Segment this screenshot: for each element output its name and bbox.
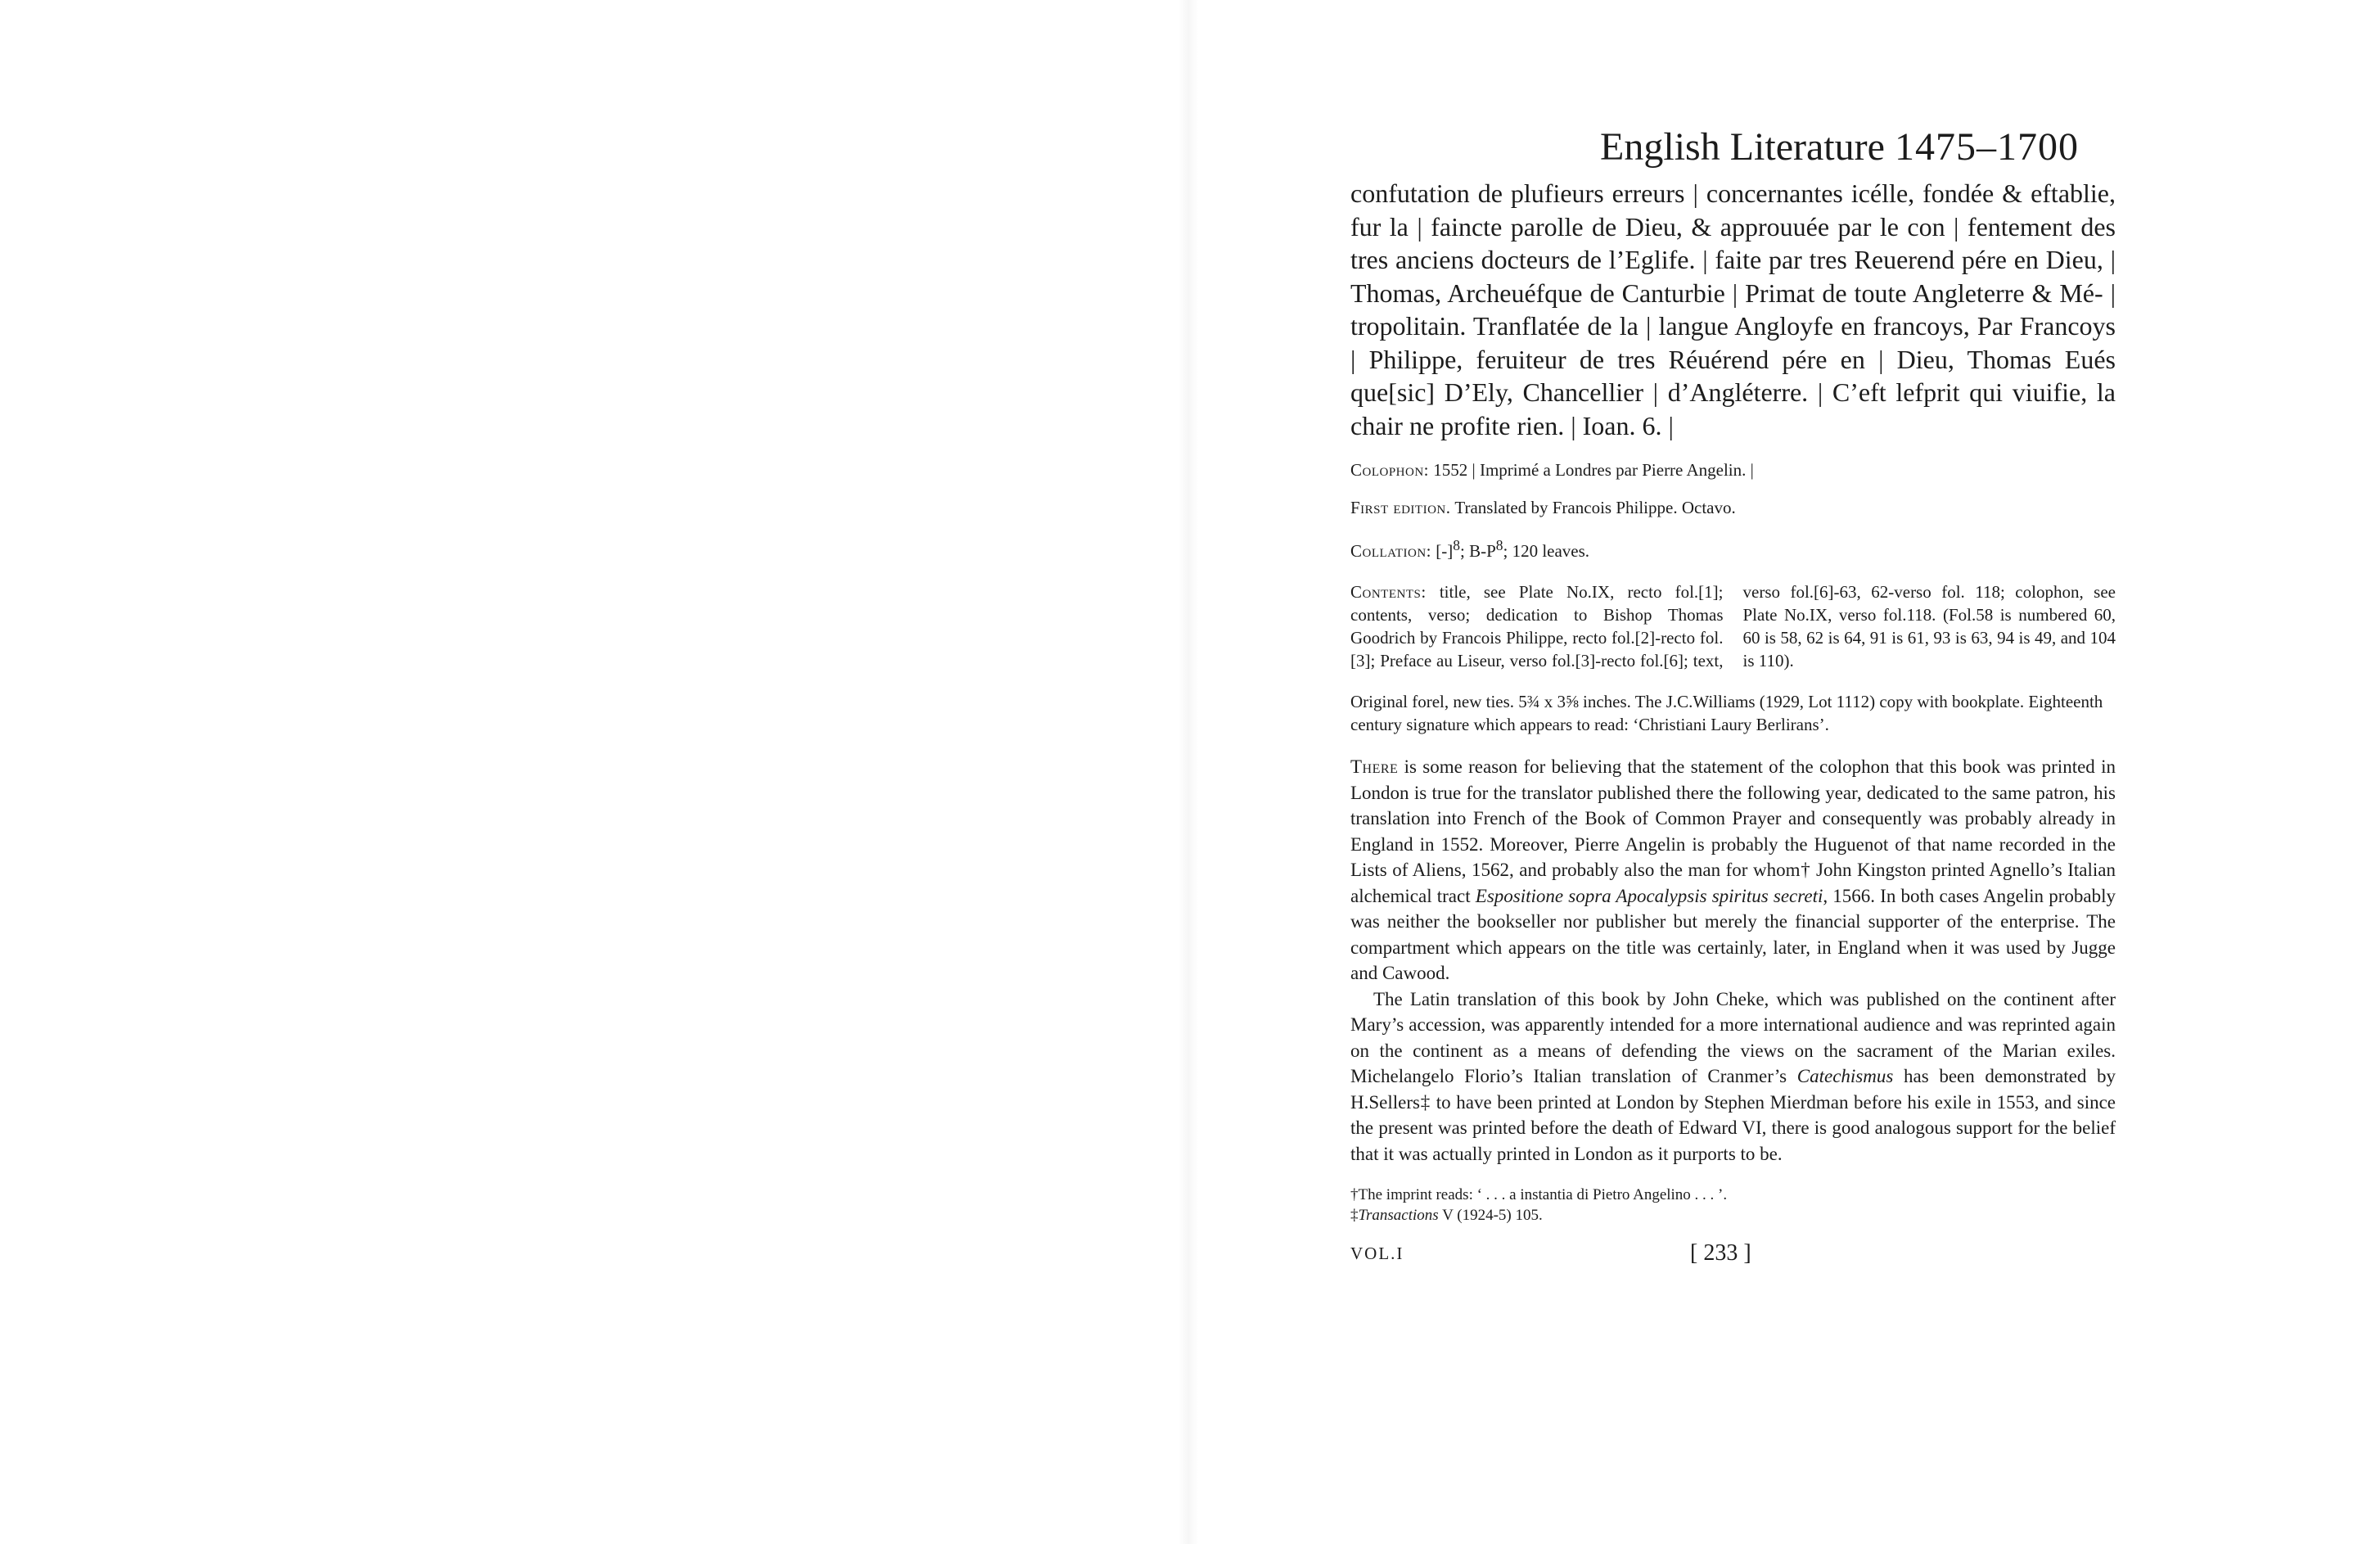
running-head-title: English Literature xyxy=(1600,125,1885,169)
title-transcription: confutation de plufieurs erreurs | concernantes icélle, fondée & eftablie, fur la | faincte parolle de Dieu, & approuuée par le con | fentement des tres anciens docteurs de l’Eglife. | faite par tres Reuerend pére en Dieu, | Thomas, Archeuéfque de Canturbie | Primat de toute Angleterre & Mé- | tropolitain. Tranflatée de la | langue Angloyfe en francoys, Par Francoys | Philippe, feruiteur de tres Réuérend pére en | Dieu, Thomas Eués que[sic] D’Ely, Chancellier | d’Angléterre. | C’eft lefprit qui viuifie, la chair ne profite rien. | Ioan. 6. | xyxy=(1350,178,2116,440)
commentary-paragraph-1 xyxy=(1350,754,2116,986)
footnote-rest: V (1924-5) 105. xyxy=(1438,1207,1543,1224)
book-gutter xyxy=(1179,0,1198,1544)
binding-note: Original forel, new ties. 5¾ x 3⅝ inches. The J.C.Williams (1929, Lot 1112) copy with bookplate. Eighteenth century signature which appears to read: ‘Christiani Laury Berlirans’. xyxy=(1350,692,2103,734)
colophon-line xyxy=(1350,458,2116,481)
collation-part-3: ; 120 leaves. xyxy=(1503,541,1590,561)
paragraph-1-text-b: , 1566. In both cases Angelin probably was neither the bookseller nor publisher but merely the financial supporter of the enterprise. The compartment which appears on the title was certainly, later, in England when it was used by Jugge and Cawood. xyxy=(1350,885,2116,983)
paragraph-lead-word: There xyxy=(1350,756,1399,777)
double-dagger-mark: ‡ xyxy=(1350,1207,1359,1224)
collation-part-2: ; B-P xyxy=(1459,541,1496,561)
contents-block xyxy=(1350,580,2116,672)
running-head-years: 1475–1700 xyxy=(1894,125,2079,169)
commentary-paragraph-2 xyxy=(1350,986,2116,1167)
footnote-italic-title: Transactions xyxy=(1358,1207,1439,1224)
contents-text: title, see Plate No.IX, recto fol.[1]; contents, verso; dedication to Bishop Thomas Goodrich by Francois Philippe, recto fol.[2]-recto fol.[3]; Preface au Liseur, verso fol.[3]-recto fol.[6]; text, verso fol.[6]-63, 62-verso fol. 118; colophon, see Plate No.IX, verso fol.118. (Fol.58 is numbered 60, 60 is 58, 62 is 64, 91 is 61, 93 is 63, 94 is 49, and 104 is 110). xyxy=(1350,582,2116,670)
contents-label: Contents: xyxy=(1350,582,1427,602)
footnote-double-dagger xyxy=(1350,1205,2116,1226)
commentary xyxy=(1350,754,2116,1167)
colophon-label: Colophon: xyxy=(1350,460,1430,480)
first-edition-label: First edition. xyxy=(1350,498,1451,517)
page-number: [ 233 ] xyxy=(1690,1240,1751,1266)
collation-part-1: [-] xyxy=(1431,541,1454,561)
footnote-dagger: †The imprint reads: ‘ . . . a instantia di Pietro Angelino . . . ’. xyxy=(1350,1186,1728,1203)
page-footer xyxy=(1350,1240,2116,1270)
collation-superscript-2: 8 xyxy=(1495,537,1503,553)
running-head xyxy=(1350,123,2116,172)
paragraph-1-text-a: is some reason for believing that the statement of the colophon that this book was printed in London is true for the translator published there the following year, dedicated to the same patron, his translation into French of the Book of Common Prayer and consequently was probably already in England in 1552. Moreover, Pierre Angelin is probably the Huguenot of that name recorded in the Lists of Aliens, 1562, and probably also the man for whom† John Kingston printed Agnello’s Italian alchemical tract xyxy=(1350,756,2116,906)
footnotes xyxy=(1350,1185,2116,1226)
colophon-text: 1552 | Imprimé a Londres par Pierre Angelin. | xyxy=(1429,460,1754,480)
collation-line xyxy=(1350,534,2116,562)
paragraph-2-text-b: has been demonstrated by H.Sellers‡ to have been printed at London by Stephen Mierdman before his exile in 1553, and since the present was printed before the death of Edward VI, there is good analogous support for the belief that it was actually printed in London as it purports to be. xyxy=(1350,1066,2116,1164)
paragraph-2-italic-title: Catechismus xyxy=(1796,1066,1894,1086)
volume-label: VOL.I xyxy=(1350,1244,1404,1263)
first-edition-line xyxy=(1350,496,2116,519)
right-page xyxy=(1350,123,2116,1270)
collation-label: Collation: xyxy=(1350,541,1431,561)
left-blank-page xyxy=(0,0,1187,1544)
paragraph-2-text-a: The Latin translation of this book by John Cheke, which was published on the continent after Mary’s accession, was apparently intended for a more international audience and was reprinted again on the continent as a means of defending the views on the sacrament of the Marian exiles. Michelangelo Florio’s Italian translation of Cranmer’s xyxy=(1350,988,2116,1086)
paragraph-1-italic-title: Espositione sopra Apocalypsis spiritus secreti xyxy=(1475,885,1823,906)
first-edition-text: Translated by Francois Philippe. Octavo. xyxy=(1450,498,1736,517)
collation-superscript-1: 8 xyxy=(1453,537,1460,553)
